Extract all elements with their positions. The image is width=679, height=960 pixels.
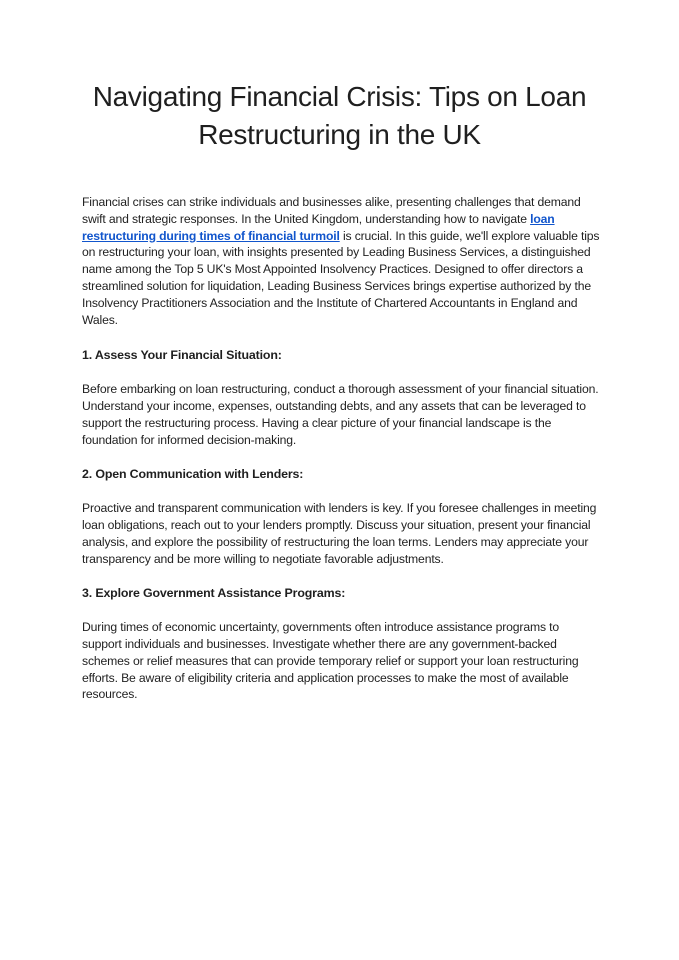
intro-paragraph <box>82 194 600 328</box>
section-body-communication: Proactive and transparent communication with lenders is key. If you foresee challenges in meeting loan obligations, reach out to your lenders promptly. Discuss your situation, present your financial analysis, and explore the possibility of restructuring the loan terms. Lenders may appreciate your transparency and be more willing to negotiate favorable adjustments. <box>82 501 597 566</box>
section-heading-government: 3. Explore Government Assistance Programs: <box>82 586 346 601</box>
section-body-assess: Before embarking on loan restructuring, conduct a thorough assessment of your financial situation. Understand your income, expenses, outstanding debts, and any assets that can be leveraged to support the restructuring process. Having a clear picture of your financial landscape is the foundation for informed decision-making. <box>82 382 599 447</box>
section-body-government: During times of economic uncertainty, governments often introduce assistance programs to support individuals and businesses. Investigate whether there are any government-backed schemes or relief measures that can provide temporary relief or support your loan restructuring efforts. Be aware of eligibility criteria and application processes to make the most of available resources. <box>82 620 579 702</box>
section-heading-assess: 1. Assess Your Financial Situation: <box>82 348 282 363</box>
intro-text-after-link: is crucial. In this guide, we'll explore valuable tips on restructuring your loan, with insights presented by Leading Business Services, a distinguished name among the Top 5 UK's Most Appointed Insolvency Practices. Designed to offer directors a streamlined solution for liquidation, Leading Business Services brings expertise authorized by the Insolvency Practitioners Association and the Institute of Chartered Accountants in England and Wales. <box>82 228 600 327</box>
loan-restructuring-link[interactable]: loan restructuring during times of financial turmoil <box>82 211 555 243</box>
section-heading-communication: 2. Open Communication with Lenders: <box>82 467 304 482</box>
page-title: Navigating Financial Crisis: Tips on Loan Restructuring in the UK <box>92 81 587 150</box>
intro-text-before-link: Financial crises can strike individuals and businesses alike, presenting challenges that demand swift and strategic responses. In the United Kingdom, understanding how to navigate <box>82 195 581 226</box>
document-body <box>82 194 600 721</box>
